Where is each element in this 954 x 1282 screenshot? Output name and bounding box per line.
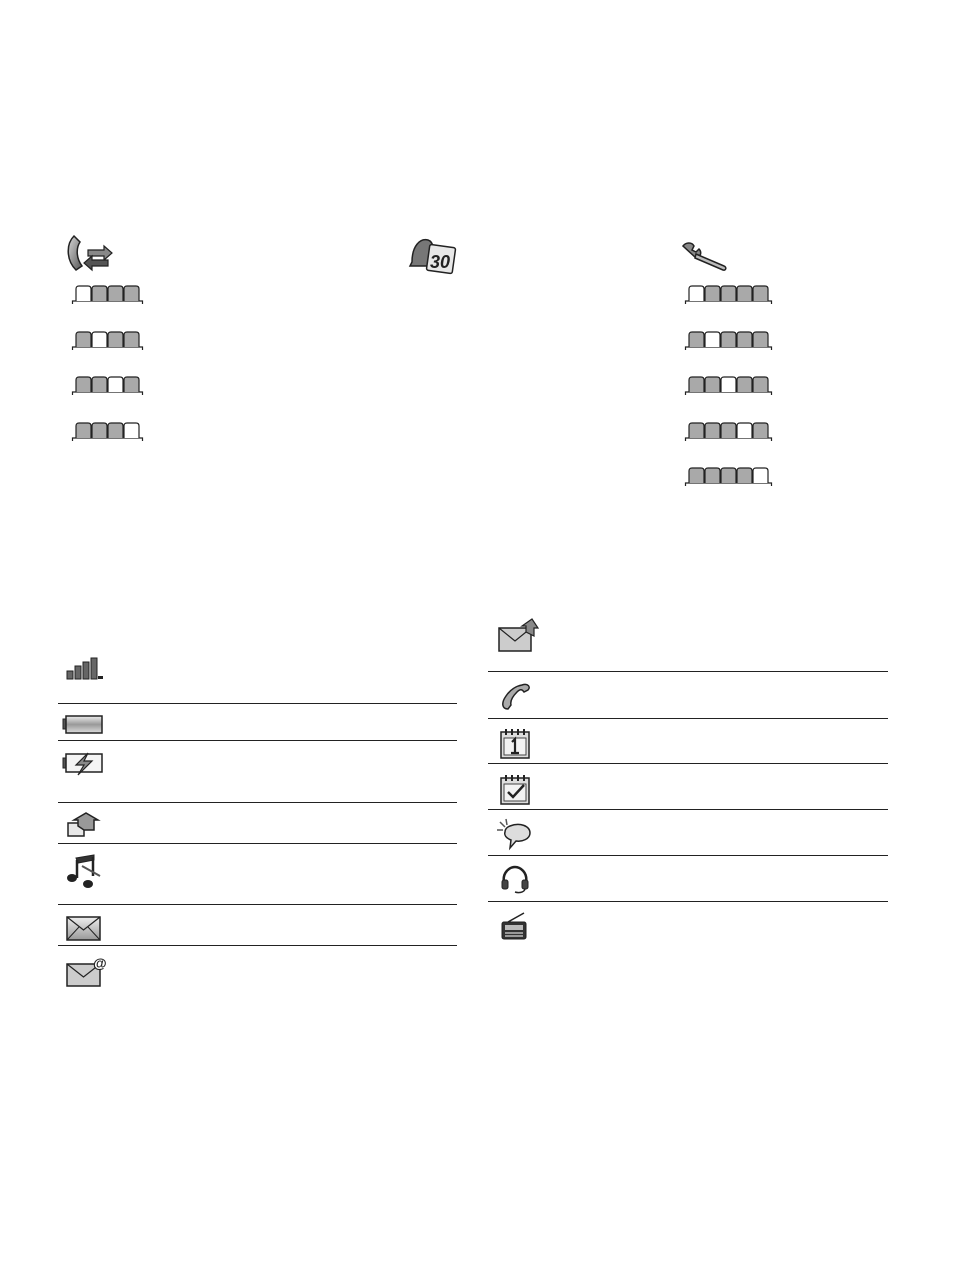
- organizer-icon: [408, 236, 458, 276]
- tab: [753, 332, 768, 347]
- row-divider: [58, 802, 457, 803]
- tab-strip: [685, 467, 772, 487]
- tab: [108, 423, 123, 438]
- tab: [76, 377, 91, 392]
- calls-icon: [64, 232, 114, 274]
- tab: [721, 286, 736, 301]
- tab: [705, 286, 720, 301]
- tab: [737, 286, 752, 301]
- tab: [92, 286, 107, 301]
- tab-strip: [72, 285, 143, 305]
- tab: [108, 332, 123, 347]
- forward-message-icon: [498, 618, 540, 654]
- tab-active: [92, 332, 107, 347]
- tab: [753, 377, 768, 392]
- row-divider: [488, 809, 888, 810]
- headset-icon: [500, 866, 530, 894]
- push-notification-icon: [496, 818, 532, 852]
- battery-icon: [62, 714, 106, 736]
- tab: [705, 468, 720, 483]
- tab: [689, 423, 704, 438]
- new-message-icon: [66, 916, 102, 942]
- row-divider: [58, 843, 457, 844]
- calendar-reminder-icon: [500, 728, 532, 760]
- tab: [737, 332, 752, 347]
- ringtone-icon: [66, 854, 102, 890]
- battery-charging-icon: [62, 752, 106, 776]
- row-divider: [488, 855, 888, 856]
- tab: [721, 423, 736, 438]
- row-divider: [488, 763, 888, 764]
- radio-icon: [500, 912, 530, 942]
- tab: [737, 468, 752, 483]
- tab: [705, 377, 720, 392]
- tab: [689, 377, 704, 392]
- tab: [721, 468, 736, 483]
- tab: [705, 423, 720, 438]
- tab-strip: [72, 376, 143, 396]
- svg-text:@: @: [93, 955, 107, 971]
- tab: [721, 332, 736, 347]
- tab: [753, 286, 768, 301]
- tab: [124, 286, 139, 301]
- tab-active: [721, 377, 736, 392]
- tab-active: [737, 423, 752, 438]
- tab-active: [108, 377, 123, 392]
- task-reminder-icon: [500, 774, 532, 806]
- tab: [124, 377, 139, 392]
- tab: [92, 423, 107, 438]
- tab: [76, 423, 91, 438]
- settings-icon: [680, 240, 730, 274]
- tab-strip: [685, 331, 772, 351]
- tab-active: [76, 286, 91, 301]
- tab: [737, 377, 752, 392]
- missed-call-icon: [500, 683, 532, 713]
- row-divider: [58, 740, 457, 741]
- tab-active: [689, 286, 704, 301]
- tab: [108, 286, 123, 301]
- tab-strip: [72, 331, 143, 351]
- tab-active: [753, 468, 768, 483]
- row-divider: [488, 718, 888, 719]
- tab: [92, 377, 107, 392]
- tab-active: [124, 423, 139, 438]
- svg-text:30: 30: [430, 252, 451, 272]
- tab-strip: [72, 422, 143, 442]
- tab-strip: [685, 285, 772, 305]
- row-divider: [488, 901, 888, 902]
- row-divider: [58, 703, 457, 704]
- tab-strip: [685, 376, 772, 396]
- tab-active: [705, 332, 720, 347]
- home-network-icon: [66, 812, 102, 838]
- tab: [753, 423, 768, 438]
- tab: [689, 332, 704, 347]
- tab: [76, 332, 91, 347]
- signal-strength-icon: [66, 657, 106, 681]
- tab-strip: [685, 422, 772, 442]
- row-divider: [488, 671, 888, 672]
- tab: [124, 332, 139, 347]
- row-divider: [58, 945, 457, 946]
- row-divider: [58, 904, 457, 905]
- tab: [689, 468, 704, 483]
- new-email-icon: [66, 956, 108, 988]
